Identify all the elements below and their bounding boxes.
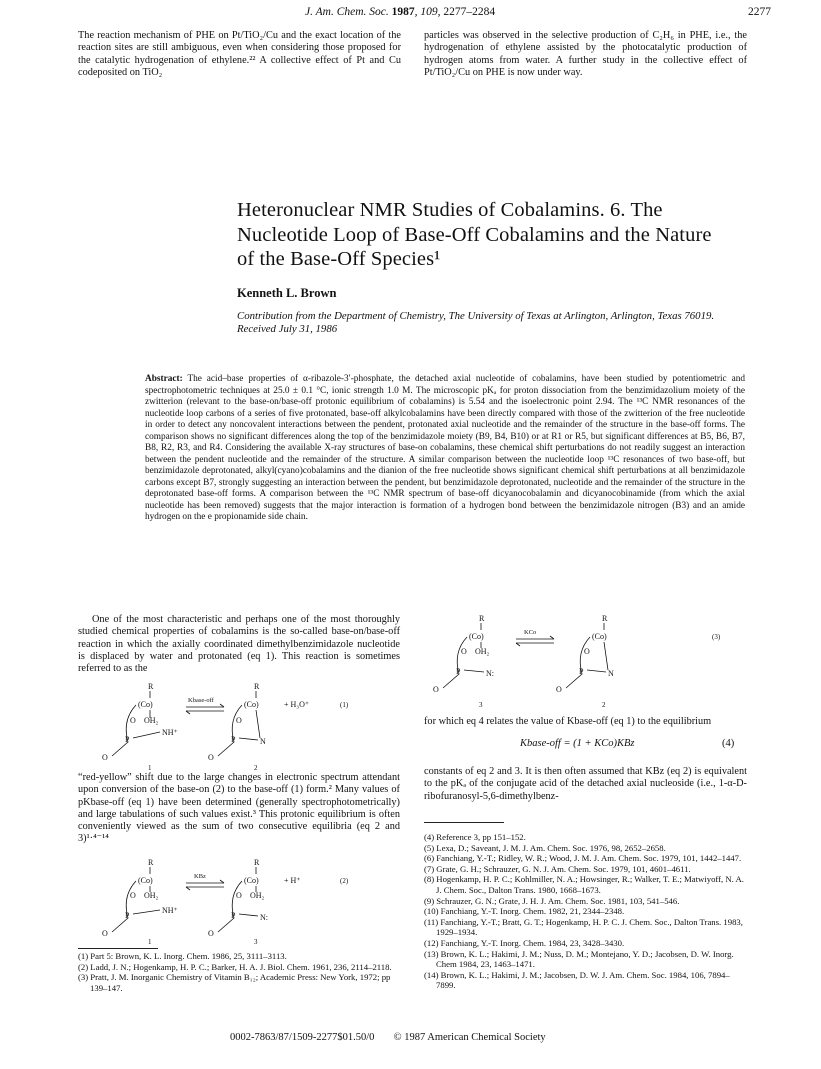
footnote-13: (13) Brown, K. L.; Hakimi, J. M.; Nuss, D. M.; Montejano, Y. D.; Jacobsen, D. W. Inorg. Chem 1984, 23, 1463–1471. xyxy=(424,948,734,970)
equation-1-scheme xyxy=(78,680,400,770)
footnote-6: (6) Fanchiang, Y.-T.; Ridley, W. R.; Wood, J. M. J. Am. Chem. Soc. 1979, 101, 1442–1447. xyxy=(424,853,742,864)
footnote-rule-right xyxy=(424,822,504,823)
svg-text:O: O xyxy=(102,753,108,762)
journal-year: 1987 xyxy=(391,6,415,18)
eq1-oh2-left: OH₂ xyxy=(144,716,159,725)
eq3-compound-right: 2 xyxy=(602,701,606,708)
footnotes-right xyxy=(424,832,747,991)
footnote-rule-left xyxy=(78,948,158,949)
eq3-n-left: N: xyxy=(486,669,494,678)
eq3-o-left: O xyxy=(461,647,467,656)
eq1-r-right: R xyxy=(254,682,260,691)
body-paragraph-3 xyxy=(424,716,747,728)
eq2-arrow-label: KBz xyxy=(194,873,206,880)
footnote-12: (12) Fanchiang, Y.-T. Inorg. Chem. 1984, 23, 3428–3430. xyxy=(424,937,625,948)
eq3-p-right: P xyxy=(579,667,584,676)
footnote-11: (11) Fanchiang, Y.-T.; Bratt, G. T.; Hogenkamp, H. P. C. J. Chem. Soc., Dalton Trans. 1983, 1929–1934. xyxy=(424,916,743,938)
abstract-text: The acid–base properties of α-ribazole-3′-phosphate, the detached axial nucleotide of cobalamins, have been studied by potentiometric and spectrophotometric techniques at 25.0 ± 0.1 °C, ionic strength 1.0 M. The microscopic pKₐ for proton dissociation from the benzimidazolium moiety of the zwitterion (relevant to the base-on/base-off protonic equilibrium of cobalamins) is 5.54 and the isoelectronic point 2.94. The ¹³C NMR resonances of the nucleotide loop carbons of a series of five protonated, base-off alkylcobalamins have been directly compared with those of the zwitterion of the free nucleotide in order to detect any noncovalent interactions between the pendent, protonated axial nucleotide and the remainder of the structure in the base-off forms. The comparison shows no significant differences along the top of the benzimidazole moiety (B9, B4, B10) or at R1 or R5, but significant differences at B5, B6, B7, B8, R2, R3, and R4. Considering the available X-ray structures of base-on cobalamins, these chemical shift perturbations do not readily suggest an interaction between the pendent nucleotide and the remainder of the structure. A similar comparison between the nucleotide loop ¹³C resonances of two base-off, but benzimidazole deprotonated, alkyl(cyano)cobalamins and the dianion of the free nucleotide shows significant chemical shift perturbations at all benzimidazole carbons except B7, strongly suggesting an interaction between the pendent, but benzimidazole deprotonated, nucleotide and the remainder of the structure in the deprotonated base-off forms. A comparison between the ¹³C NMR spectrum of base-off dicyanocobalamin and dicyanocobinamide (from which the axial nucleotide has been removed) suggests that the major interaction is formation of a hydrogen bond between the benzimidazole nitrogen (B3) and an amide hydrogen on the e propionamide side chain. xyxy=(145,374,746,522)
journal-pages: 2277–2284 xyxy=(443,6,496,18)
journal-name: J. Am. Chem. Soc. xyxy=(305,6,389,18)
equation-2-scheme xyxy=(78,856,400,944)
eq2-r-left: R xyxy=(148,858,154,867)
footnote-2: (2) Ladd, J. N.; Hogenkamp, H. P. C.; Barker, H. A. J. Biol. Chem. 1961, 236, 2114–2118. xyxy=(78,961,392,972)
body-paragraph-1-text: One of the most characteristic and perhaps one of the most thoroughly studied chemical properties of cobalamins is the so-called base-on/base-off reaction in which the axially coordinated dimethylbenzimidazole nucleotide is displaced by water and protonated (eq 1). This reaction is sometimes referred to as the xyxy=(78,614,400,675)
footnote-7: (7) Grate, G. H.; Schrauzer, G. N. J. Am. Chem. Soc. 1979, 101, 4601–4611. xyxy=(424,863,691,874)
svg-text:O: O xyxy=(208,929,214,938)
body-paragraph-4 xyxy=(424,766,747,803)
eq3-number: (3) xyxy=(712,633,721,641)
eq2-number: (2) xyxy=(340,877,349,885)
body-paragraph-3-text: for which eq 4 relates the value of Kbase-off (eq 1) to the equilibrium xyxy=(424,716,712,727)
footnote-1: (1) Part 5: Brown, K. L. Inorg. Chem. 1986, 25, 3111–3113. xyxy=(78,951,287,961)
prev-article-left-text: The reaction mechanism of PHE on Pt/TiO₂/Cu and the exact location of the reaction sites are still ambiguous, even when considering those proposed for the catalytic hydrogenation of ethylene.²² A collective effect of Pt and Cu codeposited on TiO₂ xyxy=(78,30,401,78)
eq2-p-left: P xyxy=(125,911,130,920)
eq2-o-right: O xyxy=(236,891,242,900)
eq1-compound-right: 2 xyxy=(254,764,258,770)
footnote-3: (3) Pratt, J. M. Inorganic Chemistry of Vitamin B₁₂; Academic Press: New York, 1972; pp 139–147. xyxy=(78,972,391,993)
svg-text:O: O xyxy=(433,685,439,694)
body-paragraph-2-text: “red-yellow” shift due to the large changes in electronic spectrum attendant upon conversion of the base-on (2) to the base-off (1) form.² Many values of pKbase-off (eq 1) have been determined (generally spectrophotometrically) and large tabulations of such values exist.³ This protonic equilibrium is often conveniently viewed as the sum of two consecutive equilibria (eq 2 and 3)¹·⁴⁻¹⁴ xyxy=(78,772,400,845)
svg-text:O: O xyxy=(208,753,214,762)
journal-citation: J. Am. Chem. Soc. 1987, 109, 2277–2284 xyxy=(305,6,496,18)
eq2-compound-right: 3 xyxy=(254,938,258,944)
eq2-co-left: (Co) xyxy=(138,876,153,885)
footer-copyright: © 1987 American Chemical Society xyxy=(393,1032,546,1043)
equation-3-scheme xyxy=(424,612,747,708)
eq1-compound-left: 1 xyxy=(148,764,152,770)
eq1-n-right: N xyxy=(260,737,266,746)
footnote-9: (9) Schrauzer, G. N.; Grate, J. H. J. Am. Chem. Soc. 1981, 103, 541–546. xyxy=(424,895,680,906)
eq2-p-right: P xyxy=(231,911,236,920)
equation-4 xyxy=(520,738,635,749)
footnote-4: (4) Reference 3, pp 151–152. xyxy=(424,832,526,842)
eq2-co-right: (Co) xyxy=(244,876,259,885)
eq3-n-right: N xyxy=(608,669,614,678)
abstract-label: Abstract: xyxy=(145,374,183,384)
eq3-oh2-left: OH₂ xyxy=(475,647,490,656)
footnote-14: (14) Brown, K. L.; Hakimi, J. M.; Jacobsen, D. W. J. Am. Chem. Soc. 1984, 106, 7894–7899. xyxy=(424,969,730,991)
abstract xyxy=(145,374,745,524)
prev-article-right-text: particles was observed in the selective production of C₂H₆ in PHE, i.e., the hydrogenation of ethylene assisted by the photocatalytic production of hydrogen atoms from water. A further study in the collective effect of Pt/TiO₂/Cu on PHE is now under way. xyxy=(424,30,747,78)
body-paragraph-4-text: constants of eq 2 and 3. It is then often assumed that KBz (eq 2) is equivalent to the pKₐ of the conjugate acid of the detached axial nucleoside (i.e., 1-α-D-ribofuranosyl-5,6-dimethylbenz- xyxy=(424,766,747,802)
article-affiliation: Contribution from the Department of Chemistry, The University of Texas at Arlington, Arlington, Texas 76019. Received July 31, 1986 xyxy=(237,310,715,335)
eq2-oh2-right: OH₂ xyxy=(250,891,265,900)
eq1-r-left: R xyxy=(148,682,154,691)
footnotes-left xyxy=(78,951,400,993)
eq1-co-right: (Co) xyxy=(244,700,259,709)
eq1-arrow-label: Kbase-off xyxy=(188,697,214,704)
eq1-co-left: (Co) xyxy=(138,700,153,709)
eq3-co-right: (Co) xyxy=(592,632,607,641)
svg-text:O: O xyxy=(102,929,108,938)
article-title: Heteronuclear NMR Studies of Cobalamins. 6. The Nucleotide Loop of Base-Off Cobalamins and the Nature of the Base-Off Species¹ xyxy=(237,199,712,270)
eq3-o-right: O xyxy=(584,647,590,656)
footnote-10: (10) Fanchiang, Y.-T. Inorg. Chem. 1982, 21, 2344–2348. xyxy=(424,906,625,917)
eq1-plus: + H₃O⁺ xyxy=(284,700,310,709)
body-paragraph-2 xyxy=(78,772,400,846)
body-paragraph-1 xyxy=(78,614,400,675)
footnote-5: (5) Lexa, D.; Saveant, J. M. J. Am. Chem. Soc. 1976, 98, 2652–2658. xyxy=(424,842,666,853)
eq1-nh-left: NH⁺ xyxy=(162,728,178,737)
eq3-arrow-label: KCo xyxy=(524,629,537,636)
eq1-p-left: P xyxy=(125,735,130,744)
eq2-n-right: N: xyxy=(260,913,268,922)
eq2-r-right: R xyxy=(254,858,260,867)
page-footer xyxy=(230,1032,546,1043)
page-number: 2277 xyxy=(748,6,771,18)
eq1-p-right: P xyxy=(231,735,236,744)
eq2-o-left: O xyxy=(130,891,136,900)
article-author: Kenneth L. Brown xyxy=(237,286,337,300)
footnote-8: (8) Hogenkamp, H. P. C.; Kohlmiller, N. A.; Howsinger, R.; Walker, T. E.; Matwiyoff, N. A. J. Chem. Soc., Dalton Trans. 1980, 1668–1673. xyxy=(424,874,744,895)
eq3-r-left: R xyxy=(479,614,485,623)
eq2-compound-left: 1 xyxy=(148,938,152,944)
prev-article-left xyxy=(78,30,401,79)
eq1-o-right: O xyxy=(236,716,242,725)
footer-code: 0002-7863/87/1509-2277$01.50/0 xyxy=(230,1032,375,1043)
eq2-nh-left: NH⁺ xyxy=(162,906,178,915)
prev-article-right xyxy=(424,30,747,79)
eq3-r-right: R xyxy=(602,614,608,623)
journal-volume: 109 xyxy=(420,6,438,18)
eq1-number: (1) xyxy=(340,701,349,709)
eq2-plus: + H⁺ xyxy=(284,876,301,885)
svg-text:O: O xyxy=(556,685,562,694)
eq3-compound-left: 3 xyxy=(479,701,483,708)
equation-4-text: Kbase-off = (1 + KCo)KBz xyxy=(520,738,635,749)
eq3-p-left: P xyxy=(456,667,461,676)
equation-4-number: (4) xyxy=(722,738,735,749)
eq1-o-left: O xyxy=(130,716,136,725)
eq2-oh2-left: OH₂ xyxy=(144,891,159,900)
eq3-co-left: (Co) xyxy=(469,632,484,641)
